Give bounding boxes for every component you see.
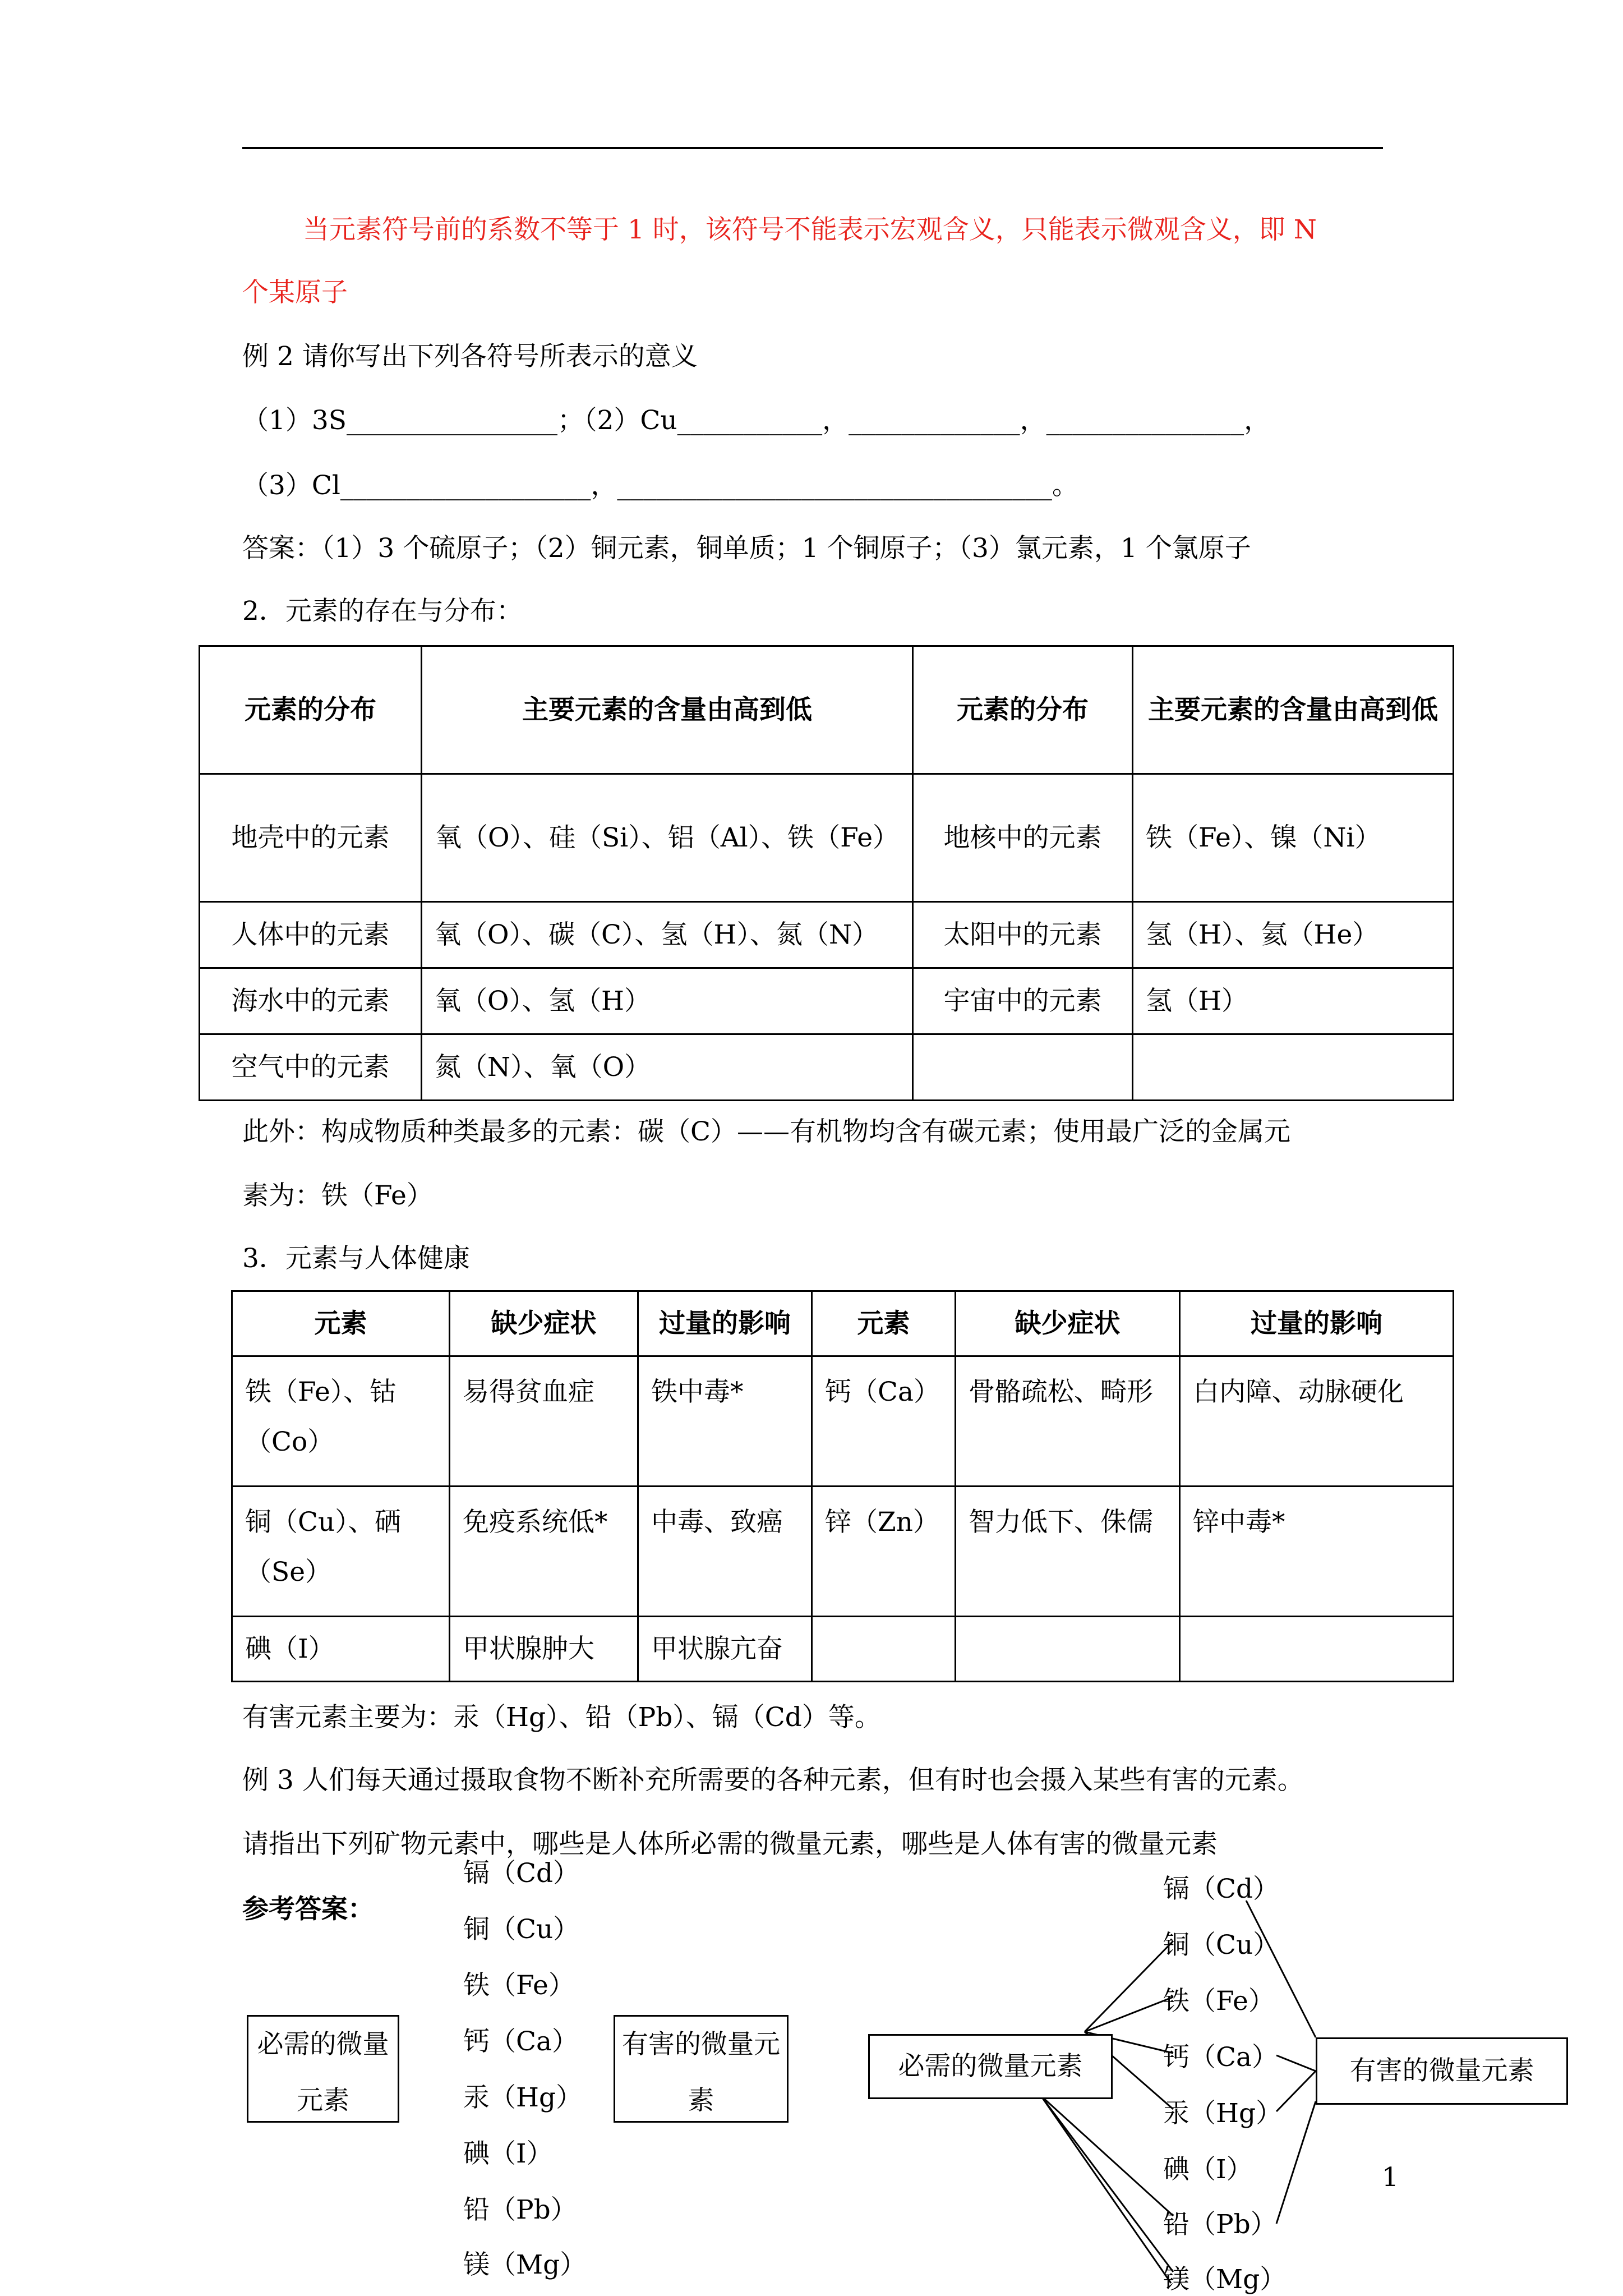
table-cell: 氢（H） [1133, 968, 1454, 1034]
table-cell: 易得贫血症 [450, 1356, 638, 1487]
table-cell: 宇宙中的元素 [913, 968, 1133, 1034]
necessary-elements-box-small: 必需的微量元素 [247, 2015, 399, 2123]
table-cell: 氧（O）、碳（C）、氢（H）、氮（N） [422, 902, 913, 968]
element-item: 镁（Mg） [463, 2249, 587, 2280]
table-cell: 钙（Ca） [812, 1356, 956, 1487]
table-cell: 骨骼疏松、畸形 [956, 1356, 1180, 1487]
table-cell: 铁中毒* [638, 1356, 812, 1487]
table-cell: 空气中的元素 [200, 1034, 422, 1101]
element-item: 汞（Hg） [1163, 2098, 1283, 2129]
table-cell: 甲状腺肿大 [450, 1617, 638, 1682]
header-cell: 缺少症状 [450, 1291, 638, 1356]
element-item: 镁（Mg） [1163, 2264, 1287, 2295]
element-item: 镉（Cd） [463, 1858, 580, 1889]
element-item: 铁（Fe） [1163, 1986, 1275, 2017]
table-cell: 锌中毒* [1180, 1487, 1454, 1617]
table-cell: 氮（N）、氧（O） [422, 1034, 913, 1101]
answer-label: 参考答案： [242, 1894, 374, 1925]
example2-answer: 答案：（1）3 个硫原子；（2）铜元素，铜单质；1 个铜原子；（3）氯元素，1 个氯原子 [242, 533, 1251, 564]
table-cell: 太阳中的元素 [913, 902, 1133, 968]
section2-heading: 2．元素的存在与分布： [242, 596, 523, 627]
section3-heading: 3．元素与人体健康 [242, 1243, 470, 1274]
example2-question-2: （3）Cl___________________，_________________________________。 [242, 470, 1078, 501]
table-cell: 铁（Fe）、镍（Ni） [1133, 774, 1454, 902]
header-cell: 过量的影响 [1180, 1291, 1454, 1356]
intro-red-line-2: 个某原子 [242, 277, 348, 308]
header-cell: 元素 [232, 1291, 450, 1356]
example3-line-1: 例 3 人们每天通过摄取食物不断补充所需要的各种元素，但有时也会摄入某些有害的元素。 [242, 1765, 1304, 1796]
page-number: 1 [1382, 2162, 1399, 2193]
table-cell: 智力低下、侏儒 [956, 1487, 1180, 1617]
table-cell: 地核中的元素 [913, 774, 1133, 902]
table-cell: 铁（Fe）、钴（Co） [232, 1356, 450, 1487]
element-item: 钙（Ca） [1163, 2042, 1278, 2073]
table-cell: 地壳中的元素 [200, 774, 422, 902]
table-cell: 铜（Cu）、硒（Se） [232, 1487, 450, 1617]
element-item: 钙（Ca） [463, 2026, 578, 2057]
table-cell: 人体中的元素 [200, 902, 422, 968]
example2-question-1: （1）3S________________；（2）Cu___________，_____________，_______________， [242, 405, 1271, 436]
table-cell: 甲状腺亢奋 [638, 1617, 812, 1682]
header-cell: 过量的影响 [638, 1291, 812, 1356]
element-item: 铜（Cu） [463, 1914, 580, 1945]
section2-note-line-2: 素为：铁（Fe） [242, 1180, 433, 1211]
example3-line-2: 请指出下列矿物元素中，哪些是人体所必需的微量元素，哪些是人体有害的微量元素 [242, 1829, 1218, 1860]
table-cell: 免疫系统低* [450, 1487, 638, 1617]
element-item: 铅（Pb） [463, 2194, 577, 2225]
header-cell: 缺少症状 [956, 1291, 1180, 1356]
table-cell: 海水中的元素 [200, 968, 422, 1034]
harmful-elements-box: 有害的微量元素 [1316, 2037, 1568, 2105]
element-item: 镉（Cd） [1163, 1874, 1280, 1904]
table-cell: 锌（Zn） [812, 1487, 956, 1617]
table-cell: 氢（H）、氦（He） [1133, 902, 1454, 968]
header-cell: 主要元素的含量由高到低 [1133, 646, 1454, 774]
table-cell: 碘（I） [232, 1617, 450, 1682]
element-item: 碘（I） [1163, 2154, 1253, 2185]
element-item: 碘（I） [463, 2138, 553, 2169]
header-cell: 元素的分布 [200, 646, 422, 774]
element-item: 汞（Hg） [463, 2082, 583, 2113]
element-item: 铁（Fe） [463, 1970, 575, 2001]
harmful-elements-note: 有害元素主要为：汞（Hg）、铅（Pb）、镉（Cd）等。 [242, 1702, 881, 1733]
table-cell: 氧（O）、硅（Si）、铝（Al）、铁（Fe） [422, 774, 913, 902]
element-item: 铅（Pb） [1163, 2209, 1277, 2240]
element-item: 铜（Cu） [1163, 1930, 1280, 1961]
header-cell: 元素的分布 [913, 646, 1133, 774]
section2-note-line-1: 此外：构成物质种类最多的元素：碳（C）——有机物均含有碳元素；使用最广泛的金属元 [242, 1116, 1290, 1147]
example2-title: 例 2 请你写出下列各符号所表示的意义 [242, 341, 698, 372]
header-cell: 主要元素的含量由高到低 [422, 646, 913, 774]
intro-red-line-1: 当元素符号前的系数不等于 1 时，该符号不能表示宏观含义，只能表示微观含义，即 N [303, 214, 1317, 245]
necessary-elements-box: 必需的微量元素 [868, 2034, 1113, 2099]
header-cell: 元素 [812, 1291, 956, 1356]
table-cell: 氧（O）、氢（H） [422, 968, 913, 1034]
table-cell: 白内障、动脉硬化 [1180, 1356, 1454, 1487]
table-cell: 中毒、致癌 [638, 1487, 812, 1617]
harmful-elements-box-small: 有害的微量元素 [614, 2015, 789, 2123]
